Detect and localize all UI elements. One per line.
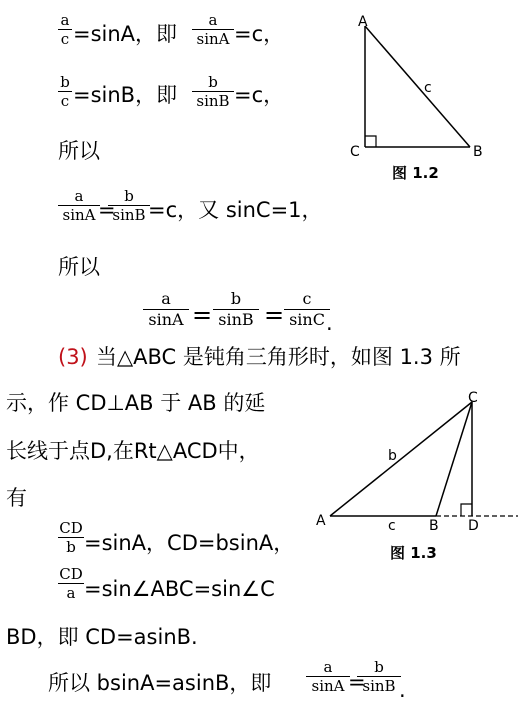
equation-text: =sinA，即 [73, 22, 178, 46]
numerator: a [60, 11, 70, 29]
numerator: a [323, 658, 333, 676]
numerator: b [60, 73, 70, 91]
case-text-line2: 示，作 CD⊥AB 于 AB 的延 [6, 391, 266, 415]
equals-sign: = [264, 301, 285, 329]
equation-text: =sin∠ABC=sin∠C [84, 577, 275, 601]
equation-text: BD，即 CD=asinB. [6, 625, 198, 649]
denominator: c [60, 30, 70, 48]
fraction-a-over-c [58, 12, 72, 47]
fraction-CD-over-b [58, 520, 84, 555]
denominator: sinA [311, 677, 345, 695]
denominator: sinB [218, 310, 254, 329]
therefore-text: 所以 [58, 139, 100, 163]
fraction-a-over-sinA [143, 290, 189, 329]
numerator: a [208, 11, 218, 29]
numerator: b [374, 658, 384, 676]
fraction-a-over-sinA [192, 12, 234, 47]
equals-sign: = [348, 670, 366, 694]
numerator: b [124, 187, 134, 205]
denominator: sinB [362, 677, 396, 695]
fraction-c-over-sinC [284, 290, 330, 329]
vertex-label-A: A [358, 14, 368, 30]
numerator: b [230, 289, 242, 308]
right-triangle [365, 26, 470, 147]
right-angle-mark [461, 504, 472, 516]
numerator: CD [59, 519, 83, 537]
equals-sign: = [192, 301, 213, 329]
denominator: sinC [289, 310, 325, 329]
figure-1-3 [310, 382, 519, 572]
equation-text: =sinB，即 [73, 83, 178, 107]
case-text-line4: 有 [6, 486, 27, 510]
fraction-a-over-sinA [58, 188, 100, 223]
vertex-label-B: B [473, 144, 483, 160]
denominator: sinA [62, 206, 96, 224]
therefore-text: 所以 [58, 255, 100, 279]
denominator: sinA [148, 310, 184, 329]
numerator: c [302, 289, 312, 308]
equation-tail: =c，又 sinC=1， [148, 198, 323, 222]
fraction-b-over-c [58, 74, 72, 109]
denominator: b [66, 538, 76, 556]
equation-tail: =c， [234, 83, 285, 107]
fraction-b-over-sinB [213, 290, 259, 329]
conclusion-text: 所以 bsinA=asinB，即 [48, 671, 272, 695]
numerator: a [74, 187, 84, 205]
obtuse-triangle [330, 402, 518, 516]
denominator: sinA [196, 30, 230, 48]
fraction-b-over-sinB [192, 74, 234, 109]
denominator: sinB [112, 206, 146, 224]
case-marker: (3) [58, 345, 88, 369]
vertex-label-A: A [316, 513, 326, 529]
numerator: CD [59, 565, 83, 583]
figure-caption: 图 1.2 [392, 164, 439, 182]
equation-tail: =c， [234, 22, 285, 46]
vertex-label-C: C [468, 390, 478, 406]
fraction-CD-over-a [58, 566, 84, 601]
vertex-label-B: B [429, 518, 439, 534]
fraction-b-over-sinB [108, 188, 150, 223]
case-text-line3: 长线于点D,在Rt△ACD中， [6, 439, 260, 463]
side-label-c: c [388, 518, 396, 534]
equation-text: =sinA，CD=bsinA， [84, 531, 295, 555]
numerator: a [161, 289, 171, 308]
side-label-b: b [388, 448, 397, 464]
numerator: b [208, 73, 218, 91]
vertex-label-D: D [468, 518, 479, 534]
figure-1-2 [340, 8, 510, 188]
vertex-label-C: C [350, 144, 360, 160]
fraction-a-over-sinA [306, 659, 350, 694]
side-label-c: c [424, 80, 432, 96]
denominator: sinB [196, 92, 230, 110]
period: . [326, 311, 333, 335]
period: . [399, 678, 406, 702]
denominator: a [66, 584, 76, 602]
equals-sign: = [98, 198, 116, 222]
case-text-line1: 当△ABC 是钝角三角形时，如图 1.3 所 [96, 345, 461, 369]
fraction-b-over-sinB [357, 659, 401, 694]
right-angle-mark [365, 136, 376, 147]
figure-caption: 图 1.3 [390, 544, 437, 562]
denominator: c [60, 92, 70, 110]
